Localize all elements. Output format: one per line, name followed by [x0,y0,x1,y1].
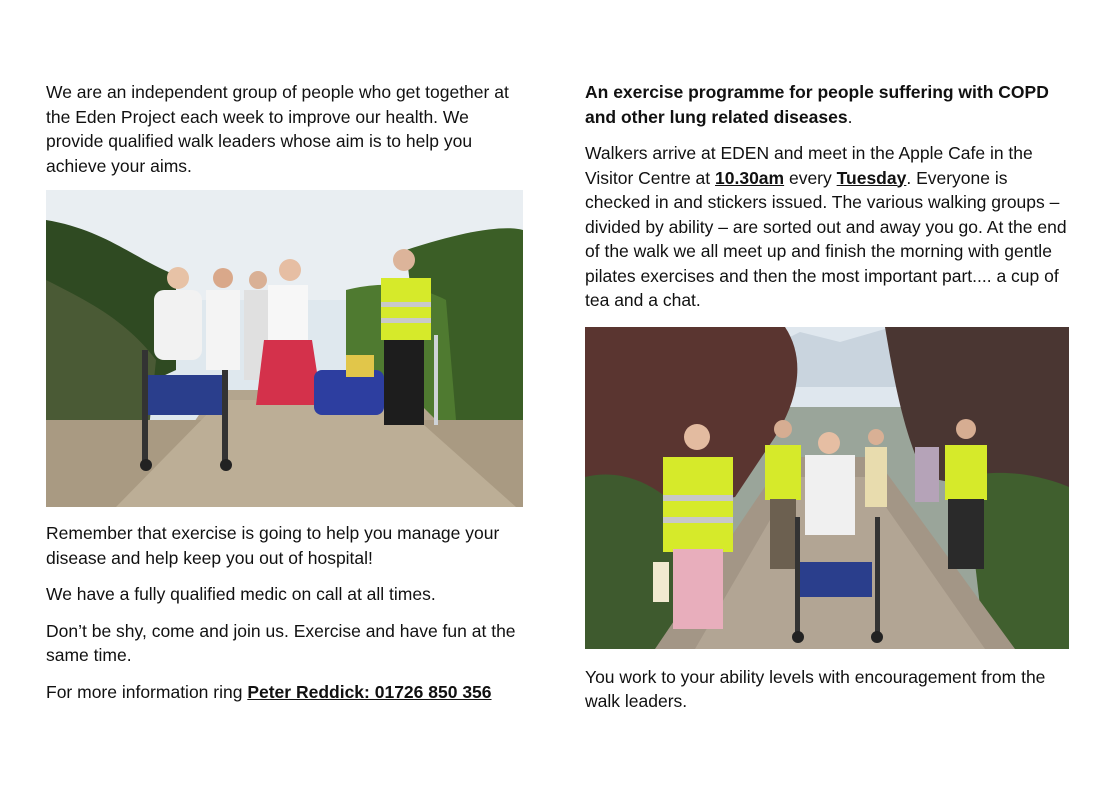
contact-prefix: For more information ring [46,681,248,702]
contact-paragraph [46,680,526,705]
walkers-photo-2 [585,327,1069,649]
medic-paragraph: We have a fully qualified medic on call at all times. [46,584,436,604]
schedule-paragraph [585,141,1070,313]
contact-phone: Peter Reddick: 01726 850 356 [247,681,492,702]
meeting-time: 10.30am [715,167,785,188]
photo-caption: You work to your ability levels with encouragement from the walk leaders. [585,666,1046,711]
heading-text: An exercise programme for people suffering with COPD and other lung related diseases [585,82,1049,127]
left-column [46,80,526,704]
join-paragraph: Don’t be shy, come and join us. Exercise and have fun at the same time. [46,620,516,665]
meeting-day: Tuesday [836,167,907,188]
intro-paragraph: We are an independent group of people who get together at the Eden Project each week to improve our health. We provide qualified walk leaders whose aim is to help you achieve your aims. [46,82,509,176]
right-column [585,80,1070,714]
programme-heading [585,80,1070,129]
schedule-text-a: Walkers arrive at EDEN and meet in the Apple Cafe in the Visitor Centre at [585,143,1033,188]
remember-paragraph: Remember that exercise is going to help you manage your disease and help keep you out of hospital! [46,523,500,568]
schedule-text-c: . Everyone is checked in and stickers issued. The various walking groups – divided by ability – are sorted out and away you go. At the end of the walk we all meet up and finish the morning with gentle pilates exercises and then the most important part.... a cup of tea and a chat. [585,167,1067,310]
schedule-text-b: every [784,167,837,188]
walkers-photo-1 [46,190,523,507]
heading-end: . [847,106,853,127]
